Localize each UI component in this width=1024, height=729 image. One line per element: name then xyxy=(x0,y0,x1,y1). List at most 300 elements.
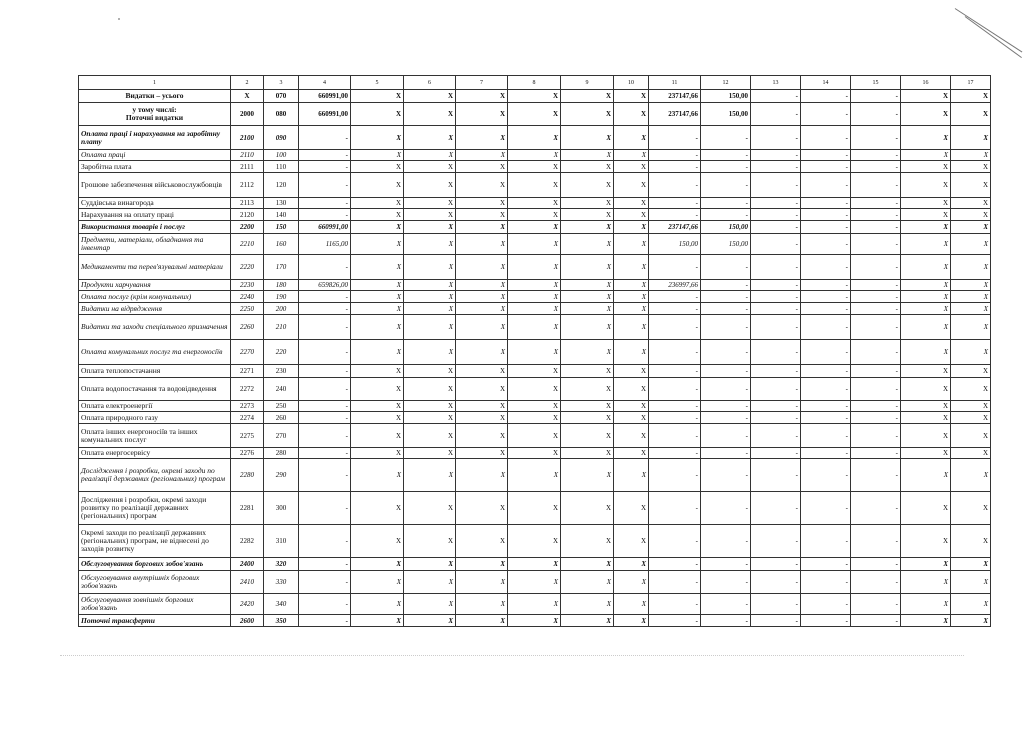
col12-value: - xyxy=(701,525,751,558)
kekv-code: 2100 xyxy=(231,126,264,150)
column-number: 11 xyxy=(649,76,701,90)
col9-value: X xyxy=(561,150,614,161)
col9-value: X xyxy=(561,209,614,221)
col4-value: - xyxy=(299,525,351,558)
col6-value: X xyxy=(404,221,456,234)
col13-value: - xyxy=(751,412,801,424)
row-code: 080 xyxy=(264,103,299,126)
col13-value: - xyxy=(751,255,801,280)
col14-value: - xyxy=(801,558,851,571)
col11-value: - xyxy=(649,209,701,221)
column-number: 16 xyxy=(901,76,951,90)
row-code: 070 xyxy=(264,90,299,103)
col17-value: X xyxy=(951,378,991,401)
table-row xyxy=(79,103,991,126)
row-name: Заробітна плата xyxy=(79,161,231,173)
col6-value: X xyxy=(404,492,456,525)
col14-value: - xyxy=(801,594,851,615)
col8-value: X xyxy=(508,126,561,150)
col16-value: X xyxy=(901,571,951,594)
col6-value: X xyxy=(404,571,456,594)
col16-value: X xyxy=(901,161,951,173)
table-row xyxy=(79,340,991,365)
col12-value: - xyxy=(701,198,751,209)
col5-value: X xyxy=(351,558,404,571)
col13-value: - xyxy=(751,234,801,255)
col13-value: - xyxy=(751,315,801,340)
col16-value: X xyxy=(901,103,951,126)
col17-value: X xyxy=(951,173,991,198)
col17-value: X xyxy=(951,412,991,424)
col6-value: X xyxy=(404,103,456,126)
col9-value: X xyxy=(561,173,614,198)
col9-value: X xyxy=(561,558,614,571)
row-name: Видатки на відрядження xyxy=(79,303,231,315)
col9-value: X xyxy=(561,615,614,627)
table-row xyxy=(79,315,991,340)
col16-value: X xyxy=(901,280,951,291)
col12-value: - xyxy=(701,315,751,340)
col4-value: - xyxy=(299,365,351,378)
col10-value: X xyxy=(614,315,649,340)
col9-value: X xyxy=(561,198,614,209)
row-code: 270 xyxy=(264,424,299,448)
col11-value: - xyxy=(649,126,701,150)
col16-value: X xyxy=(901,90,951,103)
row-code: 170 xyxy=(264,255,299,280)
col5-value: X xyxy=(351,340,404,365)
col17-value: X xyxy=(951,340,991,365)
col6-value: X xyxy=(404,558,456,571)
col17-value: X xyxy=(951,401,991,412)
col15-value: - xyxy=(851,173,901,198)
col4-value: - xyxy=(299,291,351,303)
col7-value: X xyxy=(456,221,508,234)
col11-value: - xyxy=(649,525,701,558)
col14-value: - xyxy=(801,448,851,459)
kekv-code: 2272 xyxy=(231,378,264,401)
col7-value: X xyxy=(456,525,508,558)
col4-value: - xyxy=(299,340,351,365)
col7-value: X xyxy=(456,234,508,255)
col14-value: - xyxy=(801,161,851,173)
col4-value: - xyxy=(299,126,351,150)
col15-value: - xyxy=(851,315,901,340)
col12-value: - xyxy=(701,291,751,303)
col11-value: - xyxy=(649,291,701,303)
col9-value: X xyxy=(561,378,614,401)
kekv-code: 2113 xyxy=(231,198,264,209)
col5-value: X xyxy=(351,234,404,255)
col9-value: X xyxy=(561,401,614,412)
col17-value: X xyxy=(951,126,991,150)
col7-value: X xyxy=(456,340,508,365)
col12-value: 150,00 xyxy=(701,103,751,126)
kekv-code: 2112 xyxy=(231,173,264,198)
col15-value: - xyxy=(851,365,901,378)
row-name: Окремі заходи по реалізації державних (регіональних) програм, не віднесені до заходів розвитку xyxy=(79,525,231,558)
row-name: Обслуговування зовнішніх боргових зобов'язань xyxy=(79,594,231,615)
col15-value: - xyxy=(851,291,901,303)
kekv-code: 2276 xyxy=(231,448,264,459)
col11-value: - xyxy=(649,412,701,424)
row-name: Обслуговування внутрішніх боргових зобов'язань xyxy=(79,571,231,594)
col12-value: - xyxy=(701,255,751,280)
col8-value: X xyxy=(508,303,561,315)
col6-value: X xyxy=(404,90,456,103)
col6-value: X xyxy=(404,615,456,627)
col7-value: X xyxy=(456,303,508,315)
col12-value: - xyxy=(701,173,751,198)
col10-value: X xyxy=(614,594,649,615)
col16-value: X xyxy=(901,198,951,209)
col17-value: X xyxy=(951,103,991,126)
col4-value: - xyxy=(299,558,351,571)
scan-artifact-line xyxy=(965,16,1022,58)
col16-value: X xyxy=(901,615,951,627)
col8-value: X xyxy=(508,315,561,340)
col11-value: - xyxy=(649,340,701,365)
col7-value: X xyxy=(456,594,508,615)
col5-value: X xyxy=(351,291,404,303)
row-name: Оплата теплопостачання xyxy=(79,365,231,378)
kekv-code: 2274 xyxy=(231,412,264,424)
col12-value: - xyxy=(701,615,751,627)
col7-value: X xyxy=(456,492,508,525)
col6-value: X xyxy=(404,424,456,448)
col10-value: X xyxy=(614,615,649,627)
row-name: Оплата енергосервісу xyxy=(79,448,231,459)
col6-value: X xyxy=(404,255,456,280)
col14-value: - xyxy=(801,525,851,558)
col5-value: X xyxy=(351,492,404,525)
col9-value: X xyxy=(561,255,614,280)
col6-value: X xyxy=(404,126,456,150)
col10-value: X xyxy=(614,291,649,303)
row-code: 260 xyxy=(264,412,299,424)
col17-value: X xyxy=(951,365,991,378)
kekv-code: 2200 xyxy=(231,221,264,234)
col14-value: - xyxy=(801,103,851,126)
col8-value: X xyxy=(508,209,561,221)
col6-value: X xyxy=(404,315,456,340)
col9-value: X xyxy=(561,103,614,126)
col14-value: - xyxy=(801,615,851,627)
col8-value: X xyxy=(508,340,561,365)
col10-value: X xyxy=(614,424,649,448)
kekv-code: 2270 xyxy=(231,340,264,365)
col4-value: 660991,00 xyxy=(299,103,351,126)
col13-value: - xyxy=(751,365,801,378)
kekv-code: 2271 xyxy=(231,365,264,378)
row-code: 110 xyxy=(264,161,299,173)
row-name: Оплата електроенергії xyxy=(79,401,231,412)
col8-value: X xyxy=(508,412,561,424)
table-row xyxy=(79,291,991,303)
col5-value: X xyxy=(351,594,404,615)
col5-value: X xyxy=(351,221,404,234)
col15-value: - xyxy=(851,424,901,448)
col12-value: - xyxy=(701,280,751,291)
col15-value: - xyxy=(851,448,901,459)
col5-value: X xyxy=(351,103,404,126)
col4-value: 660991,00 xyxy=(299,90,351,103)
column-number: 14 xyxy=(801,76,851,90)
col7-value: X xyxy=(456,90,508,103)
col5-value: X xyxy=(351,280,404,291)
col6-value: X xyxy=(404,173,456,198)
kekv-code: 2110 xyxy=(231,150,264,161)
col16-value: X xyxy=(901,412,951,424)
col13-value: - xyxy=(751,173,801,198)
col5-value: X xyxy=(351,412,404,424)
kekv-code: 2280 xyxy=(231,459,264,492)
col15-value: - xyxy=(851,558,901,571)
col7-value: X xyxy=(456,103,508,126)
col17-value: X xyxy=(951,424,991,448)
column-number: 3 xyxy=(264,76,299,90)
col11-value: - xyxy=(649,459,701,492)
col5-value: X xyxy=(351,161,404,173)
col6-value: X xyxy=(404,150,456,161)
table-row xyxy=(79,90,991,103)
col17-value: X xyxy=(951,221,991,234)
col9-value: X xyxy=(561,280,614,291)
col4-value: - xyxy=(299,161,351,173)
col4-value: - xyxy=(299,198,351,209)
col4-value: - xyxy=(299,303,351,315)
col9-value: X xyxy=(561,234,614,255)
col4-value: - xyxy=(299,615,351,627)
col11-value: - xyxy=(649,424,701,448)
table-row xyxy=(79,378,991,401)
col6-value: X xyxy=(404,525,456,558)
col15-value: - xyxy=(851,280,901,291)
row-name: Предмети, матеріали, обладнання та інвентар xyxy=(79,234,231,255)
col15-value: - xyxy=(851,594,901,615)
col7-value: X xyxy=(456,291,508,303)
expenditure-table xyxy=(78,75,991,627)
col14-value: - xyxy=(801,234,851,255)
col16-value: X xyxy=(901,255,951,280)
col11-value: - xyxy=(649,161,701,173)
col8-value: X xyxy=(508,424,561,448)
col10-value: X xyxy=(614,126,649,150)
col9-value: X xyxy=(561,340,614,365)
col7-value: X xyxy=(456,126,508,150)
table-row xyxy=(79,401,991,412)
col4-value: - xyxy=(299,492,351,525)
col15-value: - xyxy=(851,126,901,150)
col12-value: - xyxy=(701,340,751,365)
row-name: Видатки – усього xyxy=(79,90,231,103)
kekv-code: 2120 xyxy=(231,209,264,221)
col5-value: X xyxy=(351,150,404,161)
kekv-code: 2250 xyxy=(231,303,264,315)
col7-value: X xyxy=(456,365,508,378)
col8-value: X xyxy=(508,150,561,161)
col17-value: X xyxy=(951,615,991,627)
col7-value: X xyxy=(456,161,508,173)
col10-value: X xyxy=(614,558,649,571)
col11-value: - xyxy=(649,365,701,378)
row-code: 130 xyxy=(264,198,299,209)
col4-value: - xyxy=(299,315,351,340)
table-row xyxy=(79,150,991,161)
table-row xyxy=(79,412,991,424)
col16-value: X xyxy=(901,291,951,303)
col5-value: X xyxy=(351,90,404,103)
col16-value: X xyxy=(901,401,951,412)
col10-value: X xyxy=(614,173,649,198)
col11-value: - xyxy=(649,571,701,594)
col9-value: X xyxy=(561,525,614,558)
table-row xyxy=(79,571,991,594)
col10-value: X xyxy=(614,221,649,234)
col14-value: - xyxy=(801,459,851,492)
col12-value: - xyxy=(701,412,751,424)
col15-value: - xyxy=(851,412,901,424)
col14-value: - xyxy=(801,280,851,291)
kekv-code: 2260 xyxy=(231,315,264,340)
row-code: 140 xyxy=(264,209,299,221)
col7-value: X xyxy=(456,558,508,571)
col5-value: X xyxy=(351,303,404,315)
col5-value: X xyxy=(351,401,404,412)
col13-value: - xyxy=(751,448,801,459)
col4-value: - xyxy=(299,378,351,401)
col8-value: X xyxy=(508,173,561,198)
kekv-code: 2410 xyxy=(231,571,264,594)
col7-value: X xyxy=(456,571,508,594)
col11-value: 237147,66 xyxy=(649,221,701,234)
column-number: 17 xyxy=(951,76,991,90)
col15-value: - xyxy=(851,525,901,558)
scan-speck xyxy=(118,18,120,20)
col15-value: - xyxy=(851,90,901,103)
col13-value: - xyxy=(751,558,801,571)
col16-value: X xyxy=(901,126,951,150)
row-code: 300 xyxy=(264,492,299,525)
col7-value: X xyxy=(456,459,508,492)
col11-value: - xyxy=(649,303,701,315)
col5-value: X xyxy=(351,198,404,209)
column-number: 8 xyxy=(508,76,561,90)
row-code: 310 xyxy=(264,525,299,558)
col14-value: - xyxy=(801,126,851,150)
col14-value: - xyxy=(801,221,851,234)
table-row xyxy=(79,161,991,173)
col11-value: - xyxy=(649,448,701,459)
table-row xyxy=(79,280,991,291)
col6-value: X xyxy=(404,340,456,365)
col7-value: X xyxy=(456,150,508,161)
col16-value: X xyxy=(901,173,951,198)
row-code: 230 xyxy=(264,365,299,378)
col17-value: X xyxy=(951,448,991,459)
col12-value: - xyxy=(701,558,751,571)
col13-value: - xyxy=(751,525,801,558)
col9-value: X xyxy=(561,303,614,315)
table-row xyxy=(79,365,991,378)
col9-value: X xyxy=(561,315,614,340)
row-code: 280 xyxy=(264,448,299,459)
col7-value: X xyxy=(456,448,508,459)
col9-value: X xyxy=(561,90,614,103)
col7-value: X xyxy=(456,615,508,627)
col7-value: X xyxy=(456,173,508,198)
header-row xyxy=(79,76,991,90)
col12-value: - xyxy=(701,126,751,150)
col10-value: X xyxy=(614,412,649,424)
row-code: 150 xyxy=(264,221,299,234)
col17-value: X xyxy=(951,150,991,161)
col11-value: 237147,66 xyxy=(649,103,701,126)
col14-value: - xyxy=(801,90,851,103)
col4-value: - xyxy=(299,459,351,492)
col5-value: X xyxy=(351,459,404,492)
col8-value: X xyxy=(508,221,561,234)
col4-value: - xyxy=(299,173,351,198)
col8-value: X xyxy=(508,615,561,627)
col6-value: X xyxy=(404,291,456,303)
col13-value: - xyxy=(751,291,801,303)
row-name: Оплата інших енергоносіїв та інших комунальних послуг xyxy=(79,424,231,448)
kekv-code: 2275 xyxy=(231,424,264,448)
col15-value: - xyxy=(851,150,901,161)
col13-value: - xyxy=(751,221,801,234)
col12-value: - xyxy=(701,209,751,221)
col14-value: - xyxy=(801,198,851,209)
col5-value: X xyxy=(351,365,404,378)
col12-value: - xyxy=(701,161,751,173)
col5-value: X xyxy=(351,615,404,627)
column-number: 10 xyxy=(614,76,649,90)
col12-value: - xyxy=(701,448,751,459)
kekv-code: 2281 xyxy=(231,492,264,525)
col4-value: - xyxy=(299,424,351,448)
col13-value: - xyxy=(751,103,801,126)
col15-value: - xyxy=(851,161,901,173)
col7-value: X xyxy=(456,378,508,401)
col11-value: - xyxy=(649,401,701,412)
table-row xyxy=(79,234,991,255)
col7-value: X xyxy=(456,424,508,448)
row-name: у тому числі: Поточні видатки xyxy=(79,103,231,126)
row-code: 330 xyxy=(264,571,299,594)
col6-value: X xyxy=(404,378,456,401)
col14-value: - xyxy=(801,173,851,198)
col10-value: X xyxy=(614,448,649,459)
col13-value: - xyxy=(751,401,801,412)
col9-value: X xyxy=(561,161,614,173)
col12-value: 150,00 xyxy=(701,221,751,234)
col15-value: - xyxy=(851,209,901,221)
col7-value: X xyxy=(456,412,508,424)
col17-value: X xyxy=(951,571,991,594)
col15-value: - xyxy=(851,198,901,209)
column-number: 7 xyxy=(456,76,508,90)
col7-value: X xyxy=(456,315,508,340)
col4-value: - xyxy=(299,448,351,459)
col13-value: - xyxy=(751,340,801,365)
col13-value: - xyxy=(751,594,801,615)
kekv-code: 2400 xyxy=(231,558,264,571)
col5-value: X xyxy=(351,378,404,401)
col15-value: - xyxy=(851,103,901,126)
col9-value: X xyxy=(561,424,614,448)
column-number: 1 xyxy=(79,76,231,90)
